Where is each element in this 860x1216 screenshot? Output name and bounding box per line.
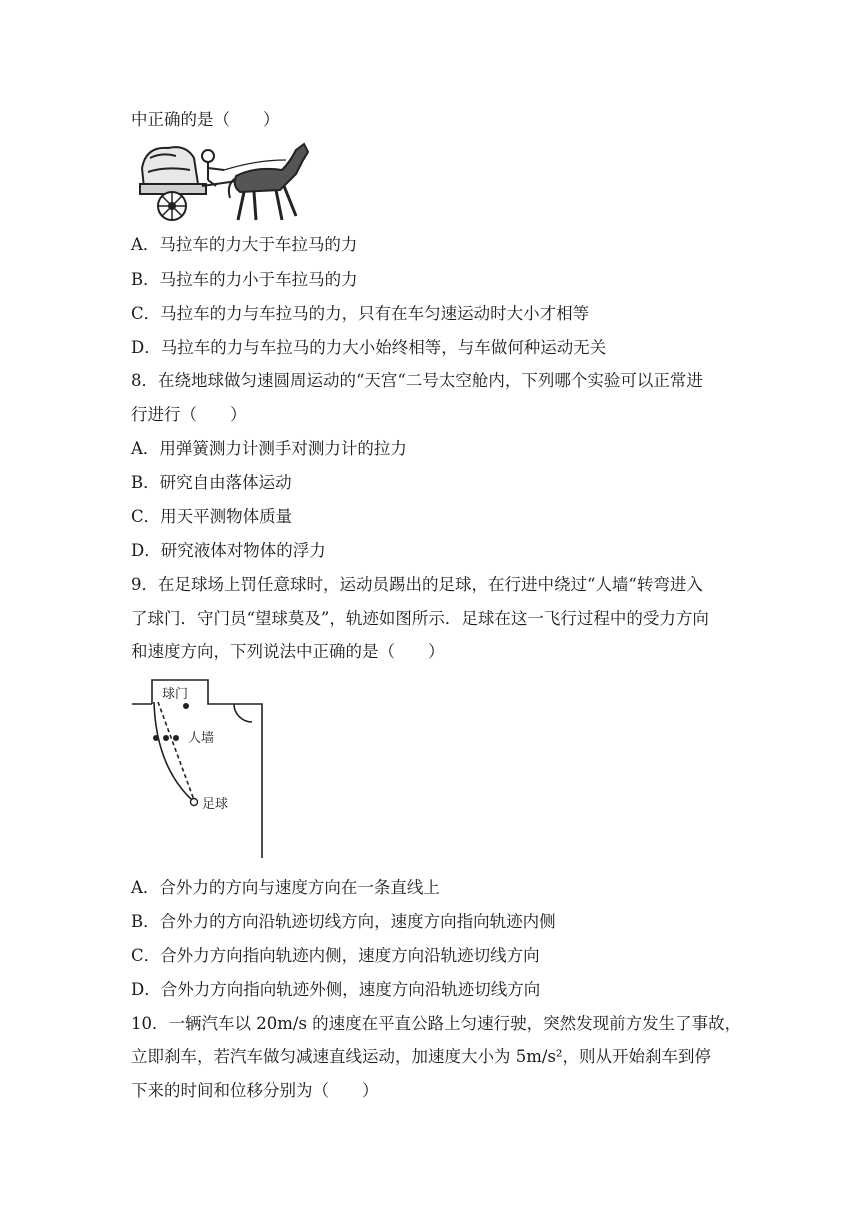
ball-label: 足球 <box>202 797 229 812</box>
ball-point <box>191 799 198 806</box>
wall-dot-1 <box>153 735 159 741</box>
goal-label: 球门 <box>162 687 189 702</box>
q7-option-b: B．马拉车的力小于车拉马的力 <box>131 270 358 289</box>
q9-option-d: D．合外力方向指向轨迹外侧，速度方向沿轨迹切线方向 <box>131 980 541 999</box>
q8-option-b: B．研究自由落体运动 <box>131 473 292 492</box>
goal-point <box>183 703 189 709</box>
q10-stem-line-1: 10．一辆汽车以 20m/s 的速度在平直公路上匀速行驶，突然发现前方发生了事故， <box>131 1014 742 1033</box>
q10-stem-line-3: 下来的时间和位移分别为（ ） <box>131 1081 379 1100</box>
horse-cart-illustration <box>136 140 316 224</box>
q8-option-d: D．研究液体对物体的浮力 <box>131 541 326 560</box>
q9-stem-line-3: 和速度方向，下列说法中正确的是（ ） <box>131 642 445 661</box>
wall-label: 人墙 <box>188 731 215 746</box>
q7-option-a: A．马拉车的力大于车拉马的力 <box>131 235 358 254</box>
q7-option-c: C．马拉车的力与车拉马的力，只有在车匀速运动时大小才相等 <box>131 304 590 323</box>
wall-dot-2 <box>163 735 169 741</box>
q7-stem-tail: 中正确的是（ ） <box>131 110 280 129</box>
q8-stem-line-1: 8．在绕地球做匀速圆周运动的“天宫“二号太空舱内，下列哪个实验可以正常进 <box>131 371 703 390</box>
wall-dot-3 <box>173 735 179 741</box>
q9-stem-line-1: 9．在足球场上罚任意球时，运动员踢出的足球，在行进中绕过“人墙“转弯进入 <box>131 575 703 594</box>
q9-option-a: A．合外力的方向与速度方向在一条直线上 <box>131 878 440 897</box>
q9-stem-line-2: 了球门．守门员“望球莫及”，轨迹如图所示．足球在这一飞行过程中的受力方向 <box>131 609 709 628</box>
q8-option-a: A．用弹簧测力计测手对测力计的拉力 <box>131 439 407 458</box>
q10-stem-line-2: 立即刹车，若汽车做匀减速直线运动，加速度大小为 5m/s²，则从开始刹车到停 <box>131 1047 712 1066</box>
football-trajectory-diagram <box>130 676 270 862</box>
q7-option-d: D．马拉车的力与车拉马的力大小始终相等，与车做何种运动无关 <box>131 338 607 357</box>
q9-option-b: B．合外力的方向沿轨迹切线方向，速度方向指向轨迹内侧 <box>131 912 556 931</box>
q8-option-c: C．用天平测物体质量 <box>131 507 293 526</box>
horse-cart-figure <box>136 140 316 228</box>
football-trajectory-figure <box>130 676 270 866</box>
q8-stem-line-2: 行进行（ ） <box>131 405 247 424</box>
q9-option-c: C．合外力方向指向轨迹内侧，速度方向沿轨迹切线方向 <box>131 946 540 965</box>
